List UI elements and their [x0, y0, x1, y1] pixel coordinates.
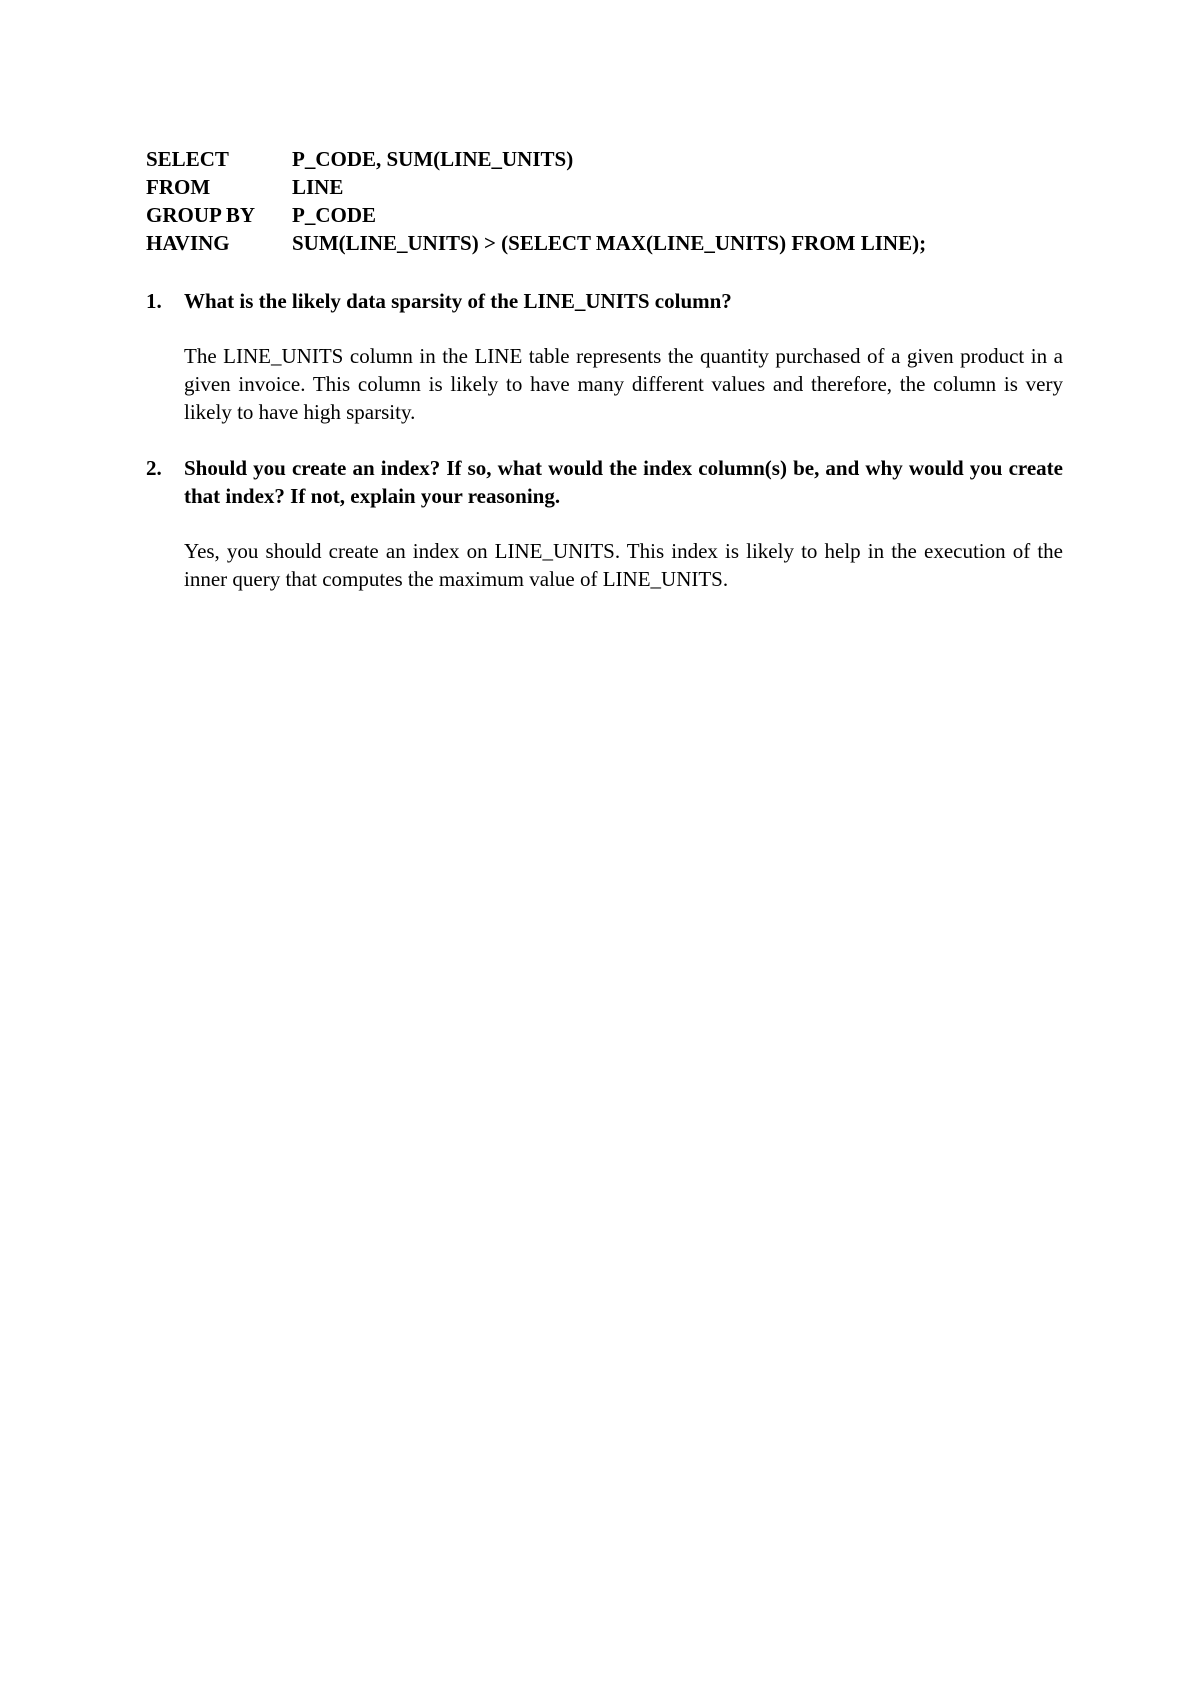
sql-argument: P_CODE [292, 203, 376, 227]
sql-line-group-by [146, 201, 926, 229]
sql-argument: LINE [292, 175, 344, 199]
sql-line-from [146, 173, 926, 201]
sql-argument: SUM(LINE_UNITS) > (SELECT MAX(LINE_UNITS) FROM LINE); [292, 231, 927, 255]
question-2-block [146, 454, 1063, 593]
sql-keyword: FROM [146, 175, 211, 199]
sql-query-block [146, 145, 926, 257]
question-heading [146, 454, 1063, 510]
sql-keyword: SELECT [146, 147, 229, 171]
question-number: 1. [146, 289, 162, 313]
question-heading [146, 287, 1063, 315]
question-1-block [146, 287, 1063, 426]
question-number: 2. [146, 456, 162, 480]
sql-keyword: GROUP BY [146, 203, 256, 227]
sql-line-having [146, 229, 926, 257]
sql-keyword: HAVING [146, 231, 230, 255]
question-text: Should you create an index? If so, what would the index column(s) be, and why would you create that index? If not, explain your reasoning. [184, 456, 1063, 508]
question-text: What is the likely data sparsity of the LINE_UNITS column? [184, 289, 732, 313]
answer-paragraph: The LINE_UNITS column in the LINE table represents the quantity purchased of a given product in a given invoice. This column is likely to have many different values and therefore, the column is very likely to have high sparsity. [184, 344, 1063, 424]
sql-argument: P_CODE, SUM(LINE_UNITS) [292, 147, 574, 171]
sql-line-select [146, 145, 926, 173]
answer-paragraph: Yes, you should create an index on LINE_UNITS. This index is likely to help in the execution of the inner query that computes the maximum value of LINE_UNITS. [184, 539, 1063, 591]
